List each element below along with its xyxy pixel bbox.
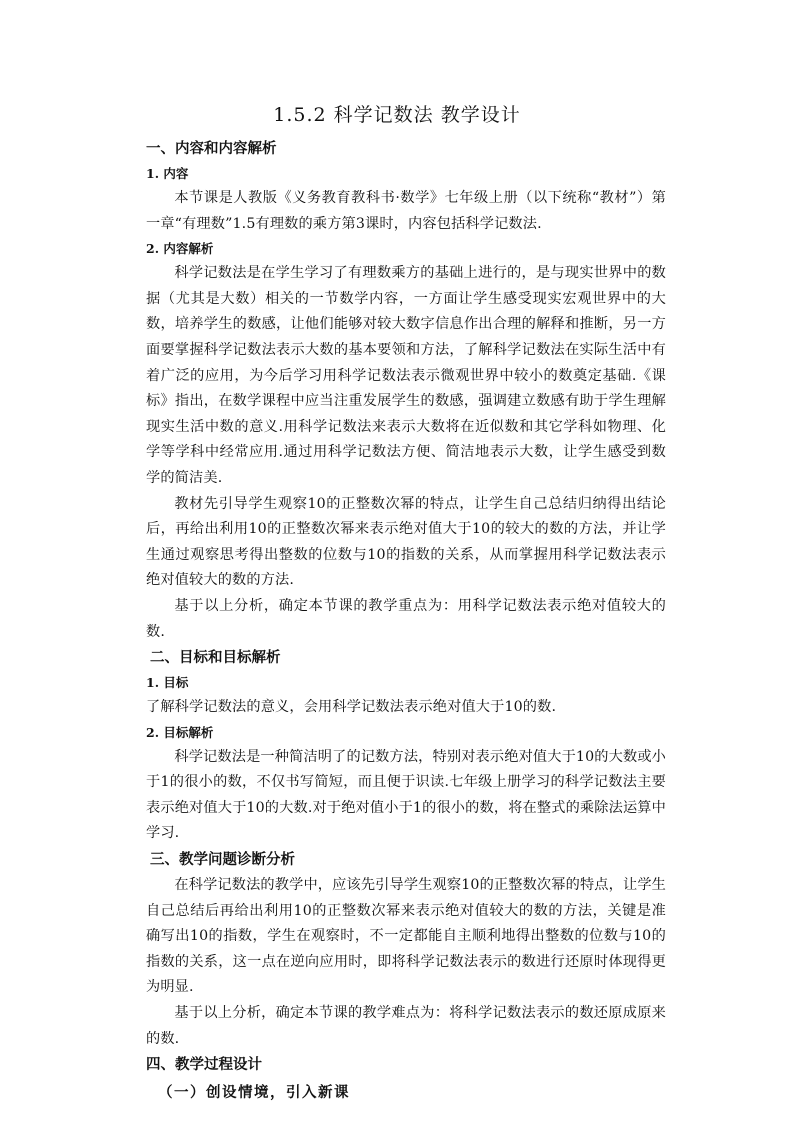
paragraph-goal: 了解科学记数法的意义，会用科学记数法表示绝对值大于10的数. [146, 699, 557, 716]
paragraph-content-analysis: 科学记数法是在学生学习了有理数乘方的基础上进行的，是与现实世界中的数据（尤其是大数）相关的一节数学内容，一方面让学生感受现实宏观世界中的大数，培养学生的数感，让他们能够对较大数字信息作出合理的解释和推断，另一方面要掌握科学记数法表示大数的基本要领和方法，了解科学记数法在实际生活中有着广泛的应用，为今后学习用科学记数法表示微观世界中较小的数奠定基础.《课标》指出，在数学课程中应当注重发展学生的数感，强调建立数感有助于学生理解现实生活中数的意义.用科学记数法来表示大数将在近似数和其它学科如物理、化学等学科中经常应用.通过用科学记数法方便、简洁地表示大数，让学生感受到数学的简洁美. [146, 265, 666, 486]
subheading-goal: 1. 目标 [146, 675, 189, 691]
section-heading-3: 三、教学问题诊断分析 [150, 851, 295, 869]
paragraph-difficulty: 基于以上分析，确定本节课的教学难点为：将科学记数法表示的数还原成原来的数. [146, 1005, 666, 1047]
paragraph-diagnosis: 在科学记数法的教学中，应该先引导学生观察10的正整数次幂的特点，让学生自己总结后再给出利用10的正整数次幂来表示绝对值较大的数的方法，关键是准确写出10的指数，学生在观察时，不一定都能自主顺利地得出整数的位数与10的指数的关系，这一点在逆向应用时，即将科学记数法表示的数进行还原时体现得更为明显. [146, 877, 666, 996]
paragraph-content: 本节课是人教版《义务教育教科书·数学》七年级上册（以下统称“教材”）第一章“有理数”1.5有理数的乘方第3课时，内容包括科学记数法. [146, 190, 666, 232]
paragraph-key-point: 基于以上分析，确定本节课的教学重点为：用科学记数法表示绝对值较大的数. [146, 597, 666, 640]
section-heading-2: 二、目标和目标解析 [150, 649, 281, 667]
paragraph-textbook-approach: 教材先引导学生观察10的正整数次幂的特点，让学生自己总结归纳得出结论后，再给出利用10的正整数次幂来表示绝对值大于10的较大的数的方法，并让学生通过观察思考得出整数的位数与10的指数的关系，从而掌握用科学记数法表示绝对值较大的数的方法. [146, 495, 666, 589]
section-heading-1: 一、内容和内容解析 [146, 140, 277, 157]
document-body [146, 136, 666, 1108]
section-heading-4: 四、教学过程设计 [146, 1056, 262, 1074]
subheading-content: 1. 内容 [146, 166, 189, 181]
document-title: 1.5.2 科学记数法 教学设计 [273, 104, 521, 126]
subheading-goal-analysis: 2. 目标解析 [146, 724, 214, 740]
subheading-intro: （一）创设情境，引入新课 [158, 1084, 350, 1102]
paragraph-goal-analysis: 科学记数法是一种简洁明了的记数方法，特别对表示绝对值大于10的大数或小于1的很小的数，不仅书写简短，而且便于识读.七年级上册学习的科学记数法主要表示绝对值大于10的大数.对于绝对值小于1的很小的数，将在整式的乘除法运算中学习. [146, 748, 666, 842]
subheading-content-analysis: 2. 内容解析 [146, 241, 214, 257]
